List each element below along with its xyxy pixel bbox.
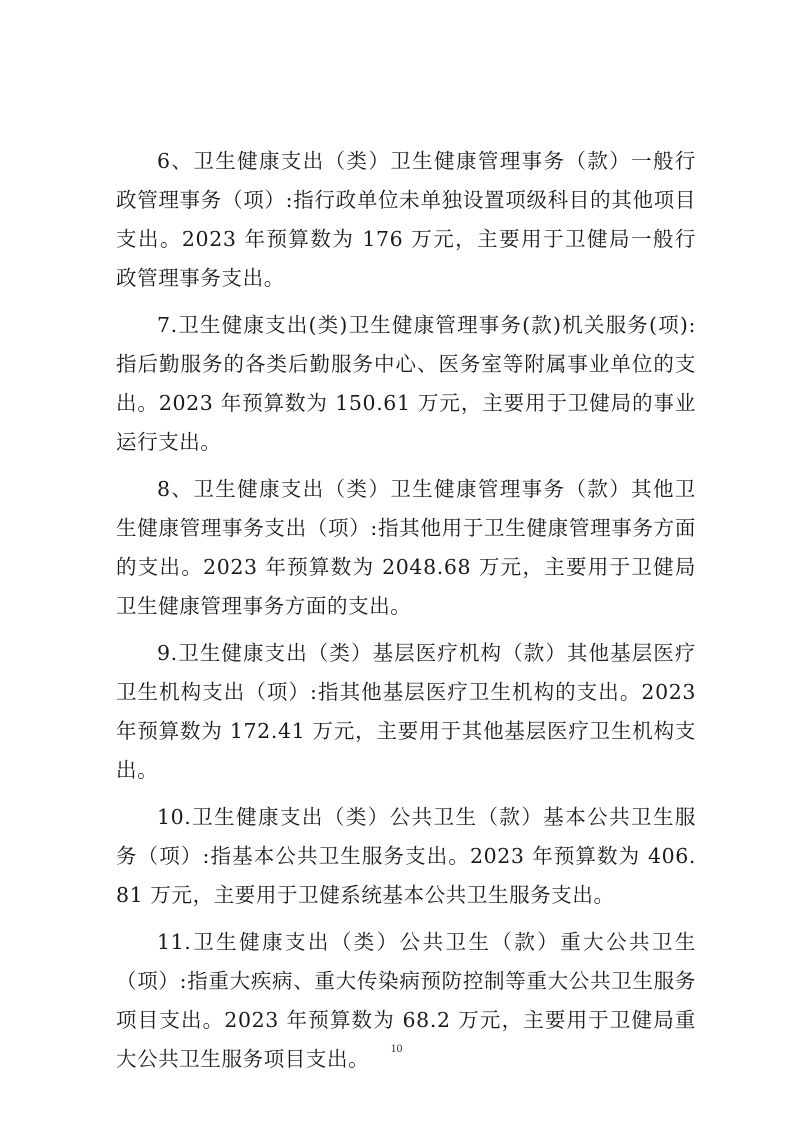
paragraph-item-6: 6、卫生健康支出（类）卫生健康管理事务（款）一般行政管理事务（项）:指行政单位未单独设置项级科目的其他项目支出。2023 年预算数为 176 万元，主要用于卫健局一般行政管理事务支出。 [116,149,696,290]
paragraph-item-10: 10.卫生健康支出（类）公共卫生（款）基本公共卫生服务（项）:指基本公共卫生服务支出。2023 年预算数为 406.81 万元，主要用于卫健系统基本公共卫生服务支出。 [116,805,696,907]
paragraph-item-11: 11.卫生健康支出（类）公共卫生（款）重大公共卫生（项）:指重大疾病、重大传染病预防控制等重大公共卫生服务项目支出。2023 年预算数为 68.2 万元，主要用于卫健局重大公共卫生服务项目支出。 [116,930,696,1071]
paragraph-item-9: 9.卫生健康支出（类）基层医疗机构（款）其他基层医疗卫生机构支出（项）:指其他基层医疗卫生机构的支出。2023 年预算数为 172.41 万元，主要用于其他基层医疗卫生机构支出。 [116,641,696,782]
page-number: 10 [390,1041,403,1055]
paragraph-item-7: 7.卫生健康支出(类)卫生健康管理事务(款)机关服务(项):指后勤服务的各类后勤服务中心、医务室等附属事业单位的支出。2023 年预算数为 150.61 万元，主要用于卫健局的事业运行支出。 [116,313,696,454]
document-body [116,142,696,1087]
paragraph-item-8: 8、卫生健康支出（类）卫生健康管理事务（款）其他卫生健康管理事务支出（项）:指其他用于卫生健康管理事务方面的支出。2023 年预算数为 2048.68 万元，主要用于卫健局卫生健康管理事务方面的支出。 [116,477,696,618]
